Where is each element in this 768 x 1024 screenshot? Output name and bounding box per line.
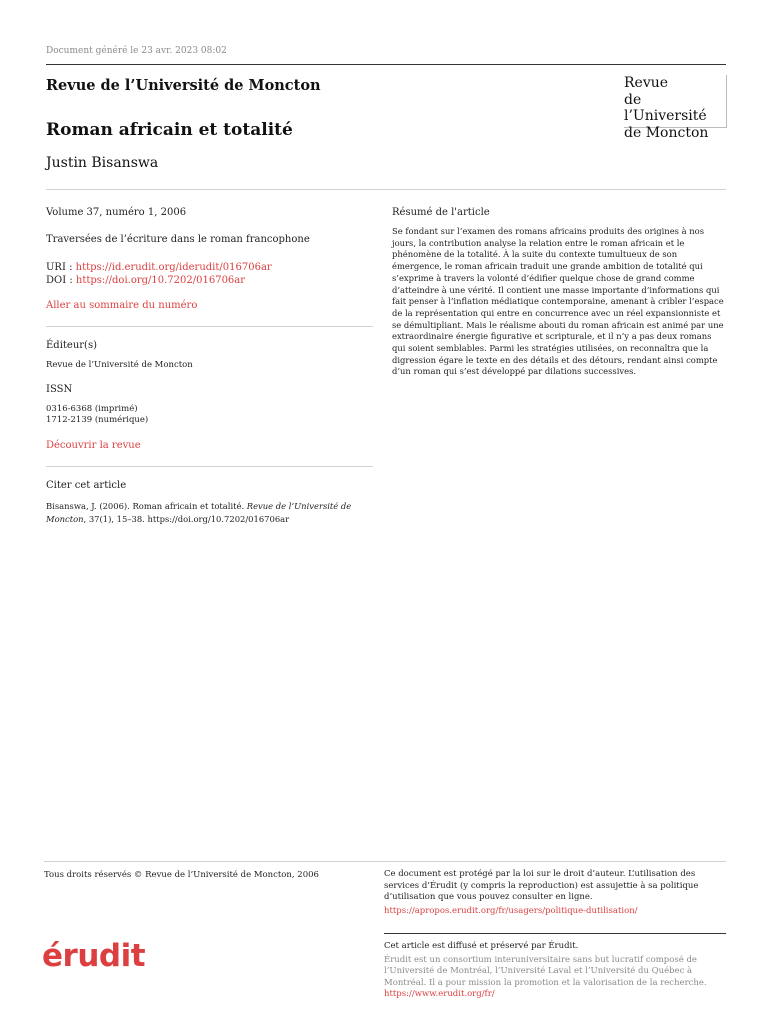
divider [46, 326, 373, 327]
logo-line: Revue [624, 75, 669, 91]
doi-label: DOI : [46, 275, 76, 286]
header-rule [46, 64, 726, 65]
issn-digital: 1712-2139 (numérique) [46, 415, 149, 425]
issn-print: 0316-6368 (imprimé) [46, 404, 138, 414]
article-author: Justin Bisanswa [46, 155, 159, 171]
copyright-notice [384, 869, 726, 917]
erudit-link[interactable]: https://www.erudit.org/fr/ [384, 989, 495, 999]
erudit-logo: érudit [42, 938, 146, 974]
uri-label: URI : [46, 262, 76, 273]
citation-journal: Revue de l’Université de Moncton [46, 501, 352, 524]
diffusion-text: Cet article est diffusé et préservé par Érudit. [384, 941, 579, 951]
policy-link[interactable]: https://apropos.erudit.org/fr/usagers/politique-dutilisation/ [384, 905, 638, 916]
consortium-text: Érudit est un consortium interuniversitaire sans but lucratif composé de l’Université de Montréal, l’Université Laval et l’Université du Québec à Montréal. Il a pour mission la promotion et la valorisation de la recherche. [384, 954, 707, 988]
divider [46, 466, 373, 467]
generated-date: Document généré le 23 avr. 2023 08:02 [46, 46, 227, 56]
footer-divider [44, 861, 726, 862]
doi-line [46, 275, 245, 286]
divider [46, 189, 726, 190]
copyright-text: Ce document est protégé par la loi sur le droit d’auteur. L’utilisation des services d’Érudit (y compris la reproduction) est assujettie à sa politique d’utilisation que vous pouvez consulter en ligne. [384, 869, 699, 902]
issn-heading: ISSN [46, 384, 73, 395]
logo-line: de l’Université [624, 91, 707, 124]
article-title: Roman africain et totalité [46, 120, 293, 140]
journal-name: Revue de l’Université de Moncton [46, 77, 321, 94]
doi-link[interactable]: https://doi.org/10.7202/016706ar [75, 275, 246, 286]
issue-theme: Traversées de l’écriture dans le roman francophone [46, 234, 310, 245]
abstract-heading: Résumé de l'article [392, 207, 490, 218]
publisher-heading: Éditeur(s) [46, 340, 97, 351]
erudit-rule [384, 933, 726, 934]
citation-before: Bisanswa, J. (2006). Roman africain et totalité. [46, 501, 247, 511]
abstract-text: Se fondant sur l’examen des romans africains produits des origines à nos jours, la contribution analyse la relation entre le roman africain et le phénomène de la totalité. À la suite du contexte tumultueux de son émergence, le roman africain traduit une grande ambition de totalité qui s’exprime à travers la volonté d’édifier quelque chose de grand comme d’atteindre à une vérité. Il contient une masse importante d’informations qui fait penser à l’inflation médiatique contemporaine, amenant à cribler l’espace de la représentation qui entre en concurrence avec un réel expansionniste et se démultipliant. Mais le réalisme abouti du roman africain est animé par une extraordinaire énergie figurative et scripturale, et il n’y a pas deux romans qui soient semblables. Parmi les stratégies utilisées, on reconnaîtra que la digression égare le texte en des détails et des détours, rendant ainsi compte d’un roman qui s’est développé par dilations successives. [392, 226, 724, 377]
citation-text [46, 500, 376, 526]
uri-line [46, 262, 272, 273]
logo-line: de Moncton [624, 124, 709, 141]
erudit-notice [384, 941, 726, 1001]
publisher-name: Revue de l’Université de Moncton [46, 360, 193, 370]
journal-logo [624, 75, 727, 141]
summary-link[interactable]: Aller au sommaire du numéro [46, 300, 198, 311]
discover-journal-link[interactable]: Découvrir la revue [46, 440, 141, 451]
volume-info: Volume 37, numéro 1, 2006 [46, 207, 187, 218]
rights-notice: Tous droits réservés © Revue de l’Université de Moncton, 2006 [44, 870, 319, 880]
cite-heading: Citer cet article [46, 480, 127, 491]
citation-after: , 37(1), 15–38. https://doi.org/10.7202/016706ar [83, 514, 290, 524]
uri-link[interactable]: https://id.erudit.org/iderudit/016706ar [75, 262, 272, 273]
